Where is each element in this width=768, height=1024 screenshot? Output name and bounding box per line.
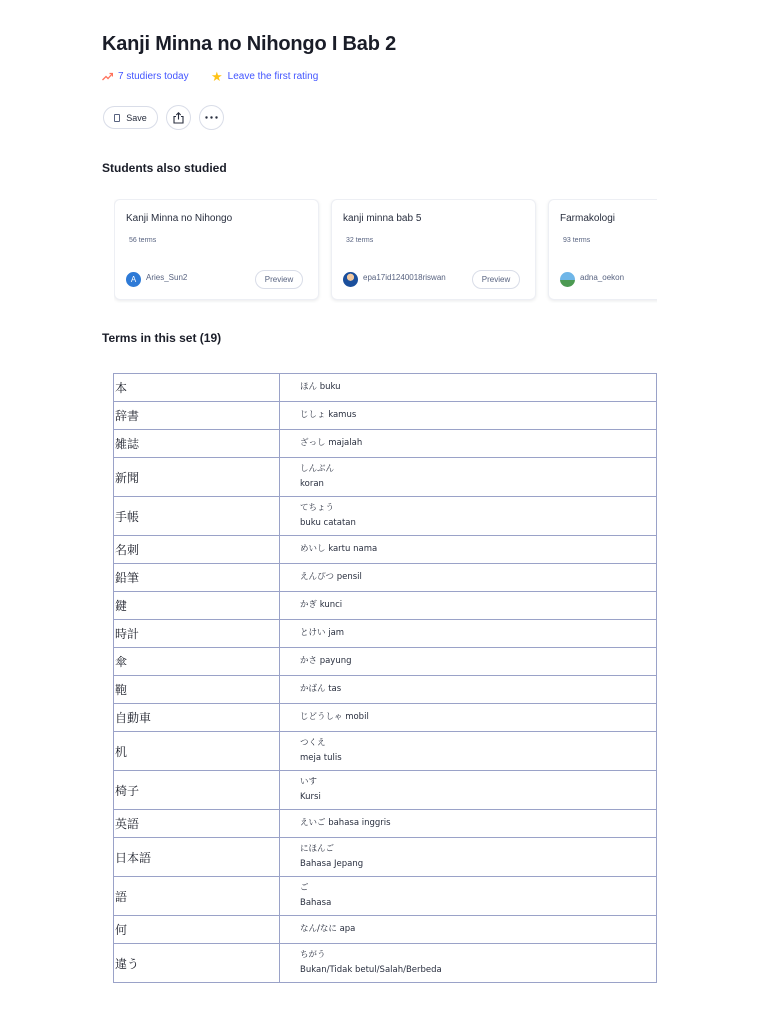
term-cell: 机 [114,732,280,771]
save-label: Save [126,112,147,123]
definition-cell [280,771,657,810]
studiers-today [102,71,189,82]
preview-button[interactable]: Preview [472,270,520,289]
avatar: A [126,272,141,287]
definition-cell [280,838,657,877]
definition-cell [280,704,657,732]
table-row [114,771,657,810]
definition-cell [280,592,657,620]
card-username[interactable]: Aries_Sun2 [146,273,188,282]
definition-line: koran [300,479,324,489]
definition-cell [280,430,657,458]
term-cell: 語 [114,877,280,916]
term-cell: 傘 [114,648,280,676]
definition-line: buku catatan [300,518,356,528]
term-cell: 新聞 [114,458,280,497]
terms-table [113,373,657,983]
definition-line: じどうしゃ mobil [300,712,369,722]
definition-cell [280,732,657,771]
term-cell: 日本語 [114,838,280,877]
definition-cell [280,536,657,564]
table-row [114,877,657,916]
definition-line: いす [300,777,318,787]
term-cell: 手帳 [114,497,280,536]
definition-cell [280,916,657,944]
students-also-studied-heading: Students also studied [102,161,227,175]
term-cell: 何 [114,916,280,944]
table-row [114,402,657,430]
definition-cell [280,458,657,497]
definition-line: かさ payung [300,656,352,666]
card-username[interactable]: adna_oekon [580,273,625,282]
study-set-card[interactable] [114,199,319,300]
table-row [114,497,657,536]
term-cell: 鞄 [114,676,280,704]
definition-cell [280,810,657,838]
table-row [114,374,657,402]
table-row [114,838,657,877]
definition-line: かばん tas [300,684,342,694]
star-icon: ★ [211,68,223,84]
card-username[interactable]: epa17id1240018riswan [363,273,446,282]
avatar [560,272,575,287]
term-cell: 自動車 [114,704,280,732]
share-button[interactable] [166,105,191,130]
definition-cell [280,402,657,430]
definition-line: ざっし majalah [300,438,363,448]
table-row [114,810,657,838]
definition-line: えんぴつ pensil [300,572,362,582]
share-icon [173,112,184,124]
study-set-card[interactable] [331,199,536,300]
definition-line: meja tulis [300,753,342,763]
card-title[interactable]: Kanji Minna no Nihongo [126,213,233,224]
table-row [114,704,657,732]
trending-up-icon [102,72,113,81]
table-row [114,564,657,592]
definition-line: とけい jam [300,628,345,638]
term-cell: 本 [114,374,280,402]
definition-line: めいし kartu nama [300,544,378,554]
definition-line: ご [300,883,309,893]
card-title[interactable]: Farmakologi [560,213,616,224]
definition-line: てちょう [300,503,335,513]
card-term-count: 93 terms [563,237,591,244]
term-cell: 椅子 [114,771,280,810]
card-term-count: 56 terms [129,237,157,244]
study-set-carousel [114,199,657,303]
more-icon [205,116,218,119]
save-button[interactable] [103,106,158,129]
definition-line: じしょ kamus [300,410,357,420]
avatar [343,272,358,287]
more-options-button[interactable] [199,105,224,130]
terms-heading: Terms in this set (19) [102,331,222,345]
studiers-label: 7 studiers today [118,71,189,82]
table-row [114,620,657,648]
definition-line: Bahasa [300,898,332,908]
definition-cell [280,944,657,983]
definition-line: にほんご [300,844,335,854]
definition-line: Kursi [300,792,321,802]
definition-line: ほん buku [300,382,341,392]
preview-button[interactable]: Preview [255,270,303,289]
definition-line: Bukan/Tidak betul/Salah/Berbeda [300,965,442,975]
table-row [114,536,657,564]
page-title: Kanji Minna no Nihongo I Bab 2 [102,33,396,55]
term-cell: 辞書 [114,402,280,430]
table-row [114,592,657,620]
table-row [114,430,657,458]
card-term-count: 32 terms [346,237,374,244]
definition-line: しんぶん [300,464,335,474]
definition-line: ちがう [300,950,326,960]
definition-cell [280,374,657,402]
definition-line: つくえ [300,738,326,748]
term-cell: 鍵 [114,592,280,620]
term-cell: 雑誌 [114,430,280,458]
definition-line: かぎ kunci [300,600,343,610]
rating-link[interactable] [211,68,319,84]
definition-cell [280,564,657,592]
study-set-card[interactable] [548,199,657,300]
term-cell: 名刺 [114,536,280,564]
table-row [114,944,657,983]
table-row [114,458,657,497]
action-bar [103,106,224,130]
definition-cell [280,620,657,648]
term-cell: 鉛筆 [114,564,280,592]
card-title[interactable]: kanji minna bab 5 [343,213,422,224]
definition-cell [280,877,657,916]
table-row [114,648,657,676]
definition-cell [280,648,657,676]
term-cell: 時計 [114,620,280,648]
bookmark-icon [114,114,120,122]
table-row [114,916,657,944]
term-cell: 英語 [114,810,280,838]
term-cell: 違う [114,944,280,983]
definition-cell [280,676,657,704]
definition-line: えいご bahasa inggris [300,818,391,828]
rating-label[interactable]: Leave the first rating [227,71,319,82]
table-row [114,676,657,704]
table-row [114,732,657,771]
definition-cell [280,497,657,536]
definition-line: Bahasa Jepang [300,859,364,869]
definition-line: なん/なに apa [300,924,356,934]
